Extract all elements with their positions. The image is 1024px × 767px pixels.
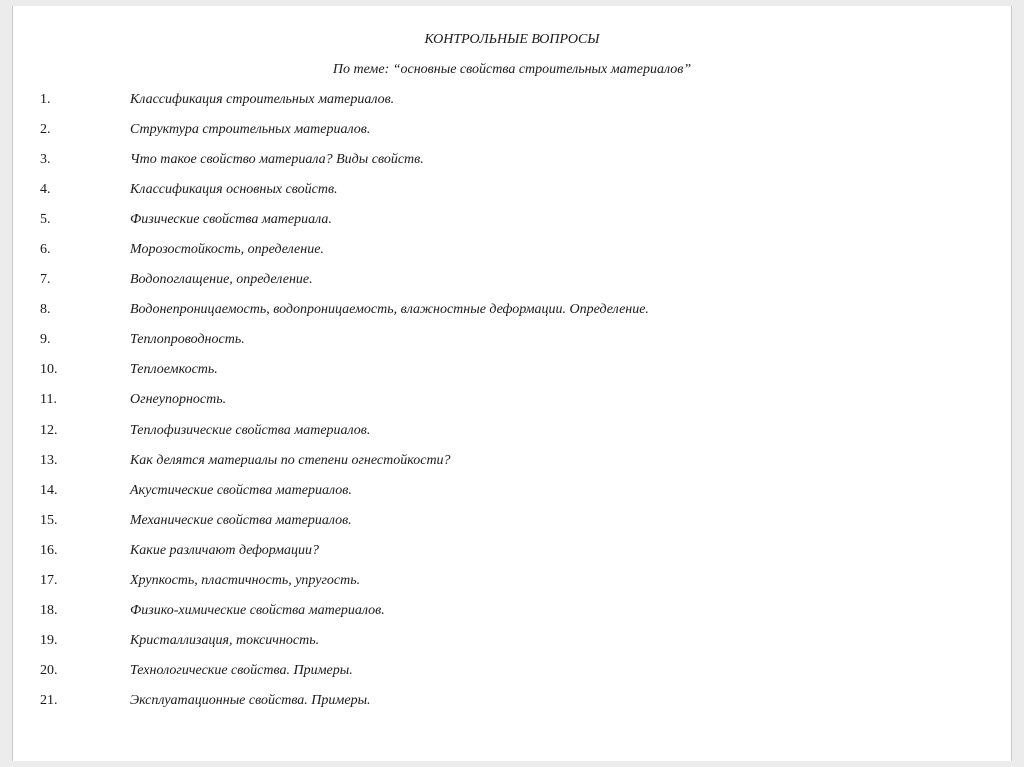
- question-number: 7.: [40, 272, 51, 288]
- question-item: [0, 633, 1024, 663]
- document-subtitle: По теме: “основные свойства строительных материалов”: [332, 62, 692, 77]
- question-item: [0, 573, 1024, 603]
- question-item: [0, 122, 1024, 152]
- question-text: Огнеупорность.: [130, 392, 227, 408]
- question-text: Кристаллизация, токсичность.: [130, 632, 320, 648]
- question-number: 19.: [40, 632, 58, 648]
- question-text: Морозостойкость, определение.: [130, 242, 324, 258]
- question-text: Водопоглащение, определение.: [130, 272, 313, 288]
- question-text: Эксплуатационные свойства. Примеры.: [130, 692, 371, 708]
- question-text: Какие различают деформации?: [130, 542, 320, 558]
- question-item: [0, 483, 1024, 513]
- question-number: 4.: [40, 182, 51, 198]
- question-text: Что такое свойство материала? Виды свойств.: [130, 152, 424, 168]
- question-text: Классификация основных свойств.: [130, 182, 338, 198]
- question-number: 20.: [40, 662, 58, 678]
- question-number: 10.: [40, 362, 58, 378]
- question-number: 17.: [40, 572, 58, 588]
- question-number: 21.: [40, 692, 58, 708]
- question-number: 2.: [40, 122, 51, 138]
- question-number: 1.: [40, 92, 51, 107]
- question-text: Механические свойства материалов.: [130, 512, 352, 528]
- question-item: [0, 302, 1024, 332]
- question-item: [0, 663, 1024, 693]
- question-item: [0, 182, 1024, 212]
- question-text: Хрупкость, пластичность, упругость.: [130, 572, 361, 588]
- question-number: 3.: [40, 152, 51, 168]
- question-item: [0, 152, 1024, 182]
- question-number: 18.: [40, 602, 58, 618]
- question-text: Технологические свойства. Примеры.: [130, 662, 353, 678]
- document-title: КОНТРОЛЬНЫЕ ВОПРОСЫ: [424, 32, 600, 47]
- question-text: Как делятся материалы по степени огнестойкости?: [130, 452, 451, 468]
- question-text: Водонепроницаемость, водопроницаемость, влажностные деформации. Определение.: [130, 302, 649, 318]
- question-text: Теплоемкость.: [130, 362, 218, 378]
- question-text: Структура строительных материалов.: [130, 122, 371, 138]
- question-text: Акустические свойства материалов.: [130, 482, 352, 498]
- question-item: [0, 92, 1024, 122]
- question-number: 8.: [40, 302, 51, 318]
- question-number: 6.: [40, 242, 51, 258]
- question-text: Теплопроводность.: [130, 332, 245, 348]
- question-text: Физико-химические свойства материалов.: [130, 602, 385, 618]
- question-number: 15.: [40, 512, 58, 528]
- question-number: 16.: [40, 542, 58, 558]
- question-item: [0, 272, 1024, 302]
- question-number: 13.: [40, 452, 58, 468]
- question-number: 9.: [40, 332, 51, 348]
- question-item: [0, 603, 1024, 633]
- question-text: Классификация строительных материалов.: [130, 92, 395, 107]
- question-item: [0, 543, 1024, 573]
- question-number: 5.: [40, 212, 51, 228]
- question-text: Физические свойства материала.: [130, 212, 332, 228]
- question-item: [0, 212, 1024, 242]
- question-item: [0, 332, 1024, 362]
- question-item: [0, 453, 1024, 483]
- question-item: [0, 242, 1024, 272]
- question-item: [0, 423, 1024, 453]
- question-list: [0, 92, 1024, 723]
- question-item: [0, 513, 1024, 543]
- question-item: [0, 362, 1024, 392]
- question-text: Теплофизические свойства материалов.: [130, 422, 371, 438]
- question-number: 14.: [40, 482, 58, 498]
- question-item: [0, 392, 1024, 422]
- question-number: 11.: [40, 392, 57, 408]
- question-item: [0, 693, 1024, 723]
- question-number: 12.: [40, 422, 58, 438]
